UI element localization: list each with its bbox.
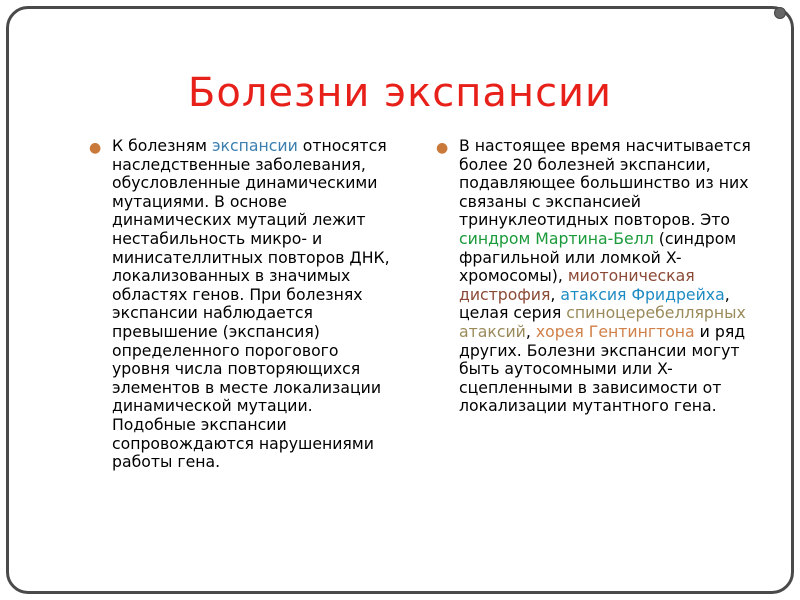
- slide-title: Болезни экспансии: [187, 70, 613, 116]
- right-column: [436, 137, 752, 416]
- term-spinocerebellar-ataxias: спиноцеребеллярных атаксий: [459, 303, 746, 341]
- text-segment: и ряд других. Болезни экспансии могут быть аутосомными или X-сцепленными в зависимости от локализации мутантного гена.: [459, 321, 746, 416]
- term-myotonic-dystrophy: миотоническая дистрофия: [459, 266, 695, 304]
- text-segment: , целая серия: [459, 284, 730, 323]
- slide: [6, 6, 794, 594]
- text-segment: ,: [525, 321, 536, 341]
- right-paragraph: [459, 137, 752, 416]
- text-segment: В настоящее время насчитывается более 20 болезней экспансии, подавляющее большинство из них связаны с экспансией тринуклеотидных повторов. Это: [459, 136, 751, 230]
- term-huntington-chorea: хорея Гентингтона: [535, 321, 695, 341]
- text-segment: К болезням: [112, 136, 212, 155]
- term-friedreich-ataxia: атаксия Фридрейха: [560, 284, 725, 304]
- corner-dot-icon: [774, 7, 786, 19]
- left-paragraph: [112, 137, 399, 472]
- text-segment: ,: [550, 284, 561, 304]
- highlight-term-expansion: экспансии: [211, 136, 298, 155]
- text-segment: относятся наследственные заболевания, обусловленные динамическими мутациями. В основе динамических мутаций лежит нестабильность микро- и минисателлитных повторов ДНК, локализованных в значимых областях генов. При болезнях экспансии наблюдается превышение (экспансия) определенного порогового уровня числа повторяющихся элементов в месте локализации динамической мутации. Подобные экспансии сопровождаются нарушениями работы гена.: [112, 136, 390, 472]
- bullet-icon: ●: [436, 140, 449, 156]
- term-martin-bell-syndrome: синдром Мартина-Белл: [459, 228, 654, 248]
- text-segment: (синдром фрагильной или ломкой X-хромосомы),: [459, 228, 737, 286]
- bullet-icon: ●: [89, 140, 102, 156]
- left-column: [89, 137, 399, 472]
